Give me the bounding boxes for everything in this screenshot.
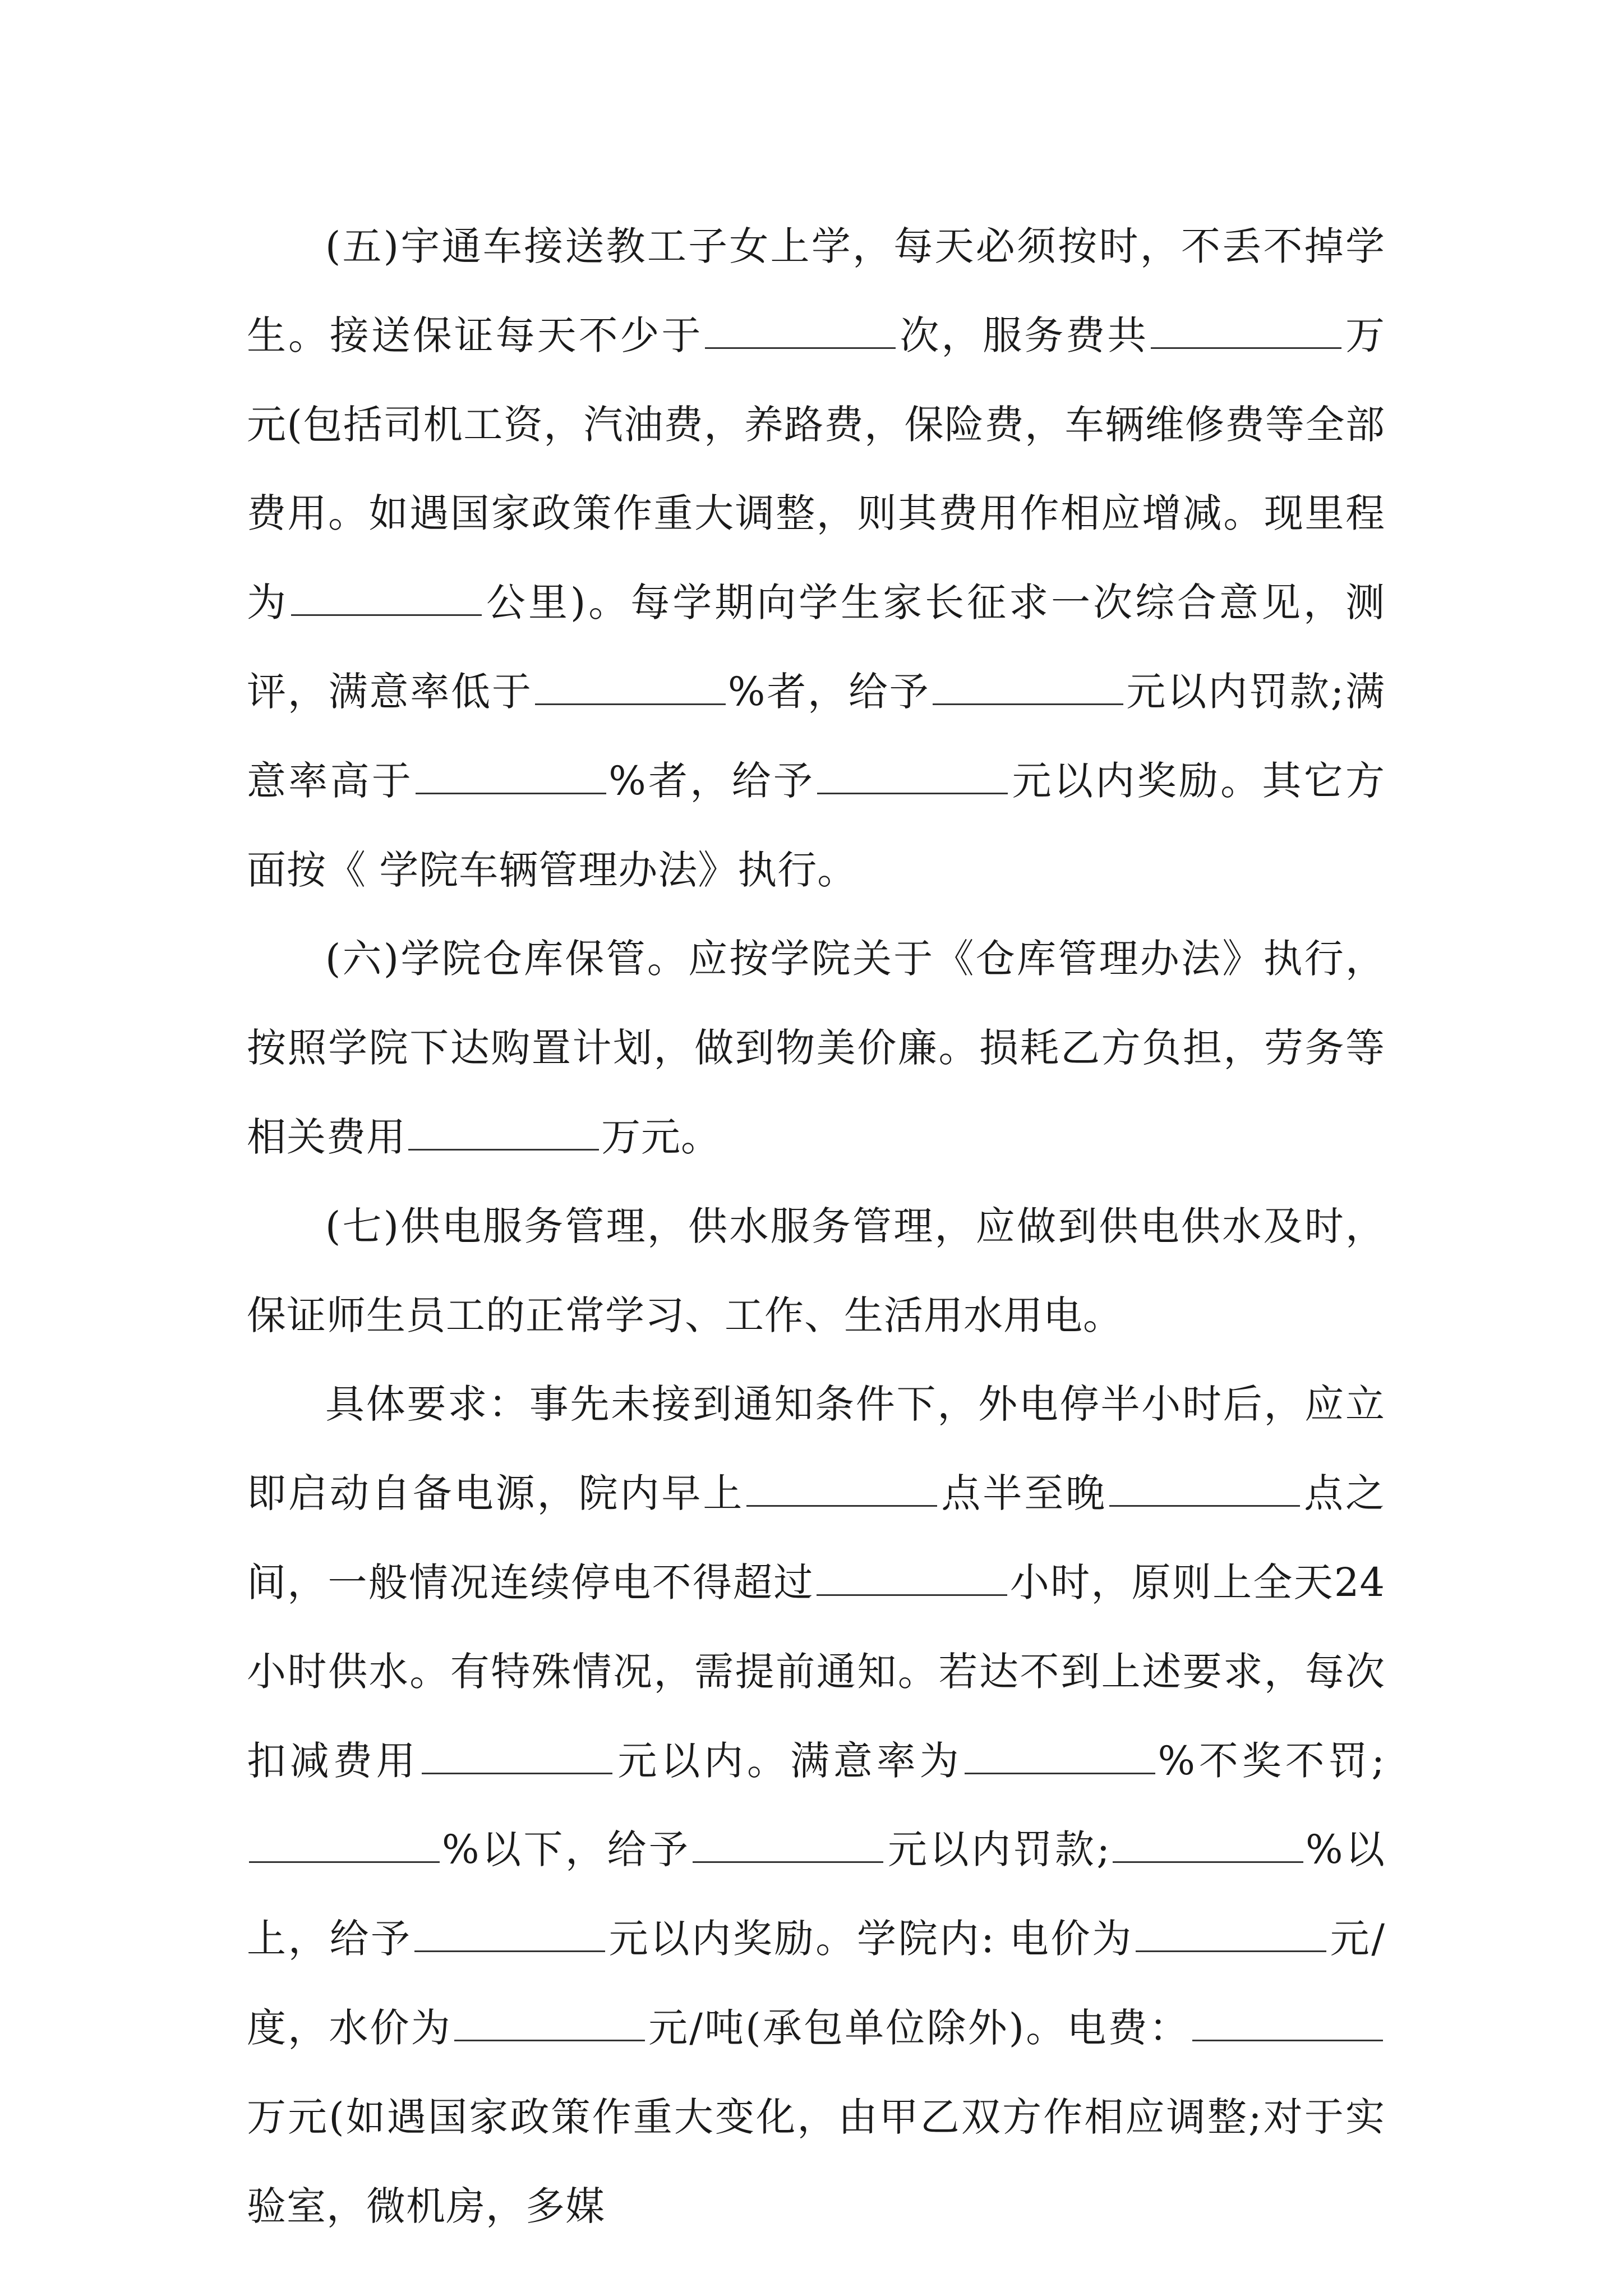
text-segment: 元以内罚款; xyxy=(886,1826,1110,1873)
text-segment: 具体要求：事先未接到通知条件下，外电停半小时后，应立即启动自备电源，院内早上 xyxy=(247,1381,1385,1517)
fill-blank xyxy=(817,755,1008,794)
text-segment: (七)供电服务管理，供水服务管理，应做到供电供水及时，保证师生员工的正常学习、工作、生活用水用电。 xyxy=(247,1203,1385,1338)
fill-blank xyxy=(422,1735,612,1774)
text-segment: 元以内奖励。学院内: 电价为 xyxy=(607,1916,1133,1962)
text-segment: 元以内罚款;满意率高于 xyxy=(247,668,1386,804)
document-page xyxy=(247,202,1385,2251)
fill-blank xyxy=(414,1913,605,1953)
fill-blank xyxy=(746,1468,937,1507)
fill-blank xyxy=(1109,1468,1300,1507)
fill-blank xyxy=(249,1824,440,1864)
text-segment: 万元(如遇国家政策作重大变化，由甲乙双方作相应调整;对于实验室，微机房，多媒 xyxy=(247,2093,1385,2229)
text-segment: 元/吨(承包单位除外)。电费： xyxy=(647,2004,1191,2051)
text-segment: 点之间，一般情况连续停电不得超过 xyxy=(247,1470,1386,1605)
fill-blank xyxy=(693,1824,883,1864)
text-segment: %不奖不罚; xyxy=(1158,1737,1385,1784)
text-segment: 元以内奖励。其它方面按《 学院车辆管理办法》执行。 xyxy=(247,757,1386,893)
fill-blank xyxy=(1136,1913,1326,1953)
text-segment: 万元。 xyxy=(601,1114,721,1160)
fill-blank xyxy=(817,1557,1007,1596)
text-segment: 元以内。满意率为 xyxy=(614,1737,963,1784)
text-segment: 公里)。每学期向学生家长征求一次综合意见，测评，满意率低于 xyxy=(247,579,1386,715)
fill-blank xyxy=(408,1111,599,1151)
text-segment: %者，给予 xyxy=(608,757,815,804)
fill-blank xyxy=(1192,2002,1383,2041)
text-segment: 点半至晚 xyxy=(939,1470,1108,1517)
fill-blank xyxy=(705,310,896,349)
paragraph-warehouse xyxy=(247,914,1385,1181)
fill-blank xyxy=(1151,310,1341,349)
text-segment: 小时，原则上全天24小时供水。有特殊情况，需提前通知。若达不到上述要求，每次扣减费用 xyxy=(247,1559,1385,1784)
paragraph-requirements xyxy=(247,1360,1385,2251)
text-segment: 次，服务费共 xyxy=(898,312,1149,358)
fill-blank xyxy=(965,1735,1155,1774)
paragraph-power-water xyxy=(247,1182,1385,1360)
fill-blank xyxy=(933,666,1123,705)
text-segment: (六)学院仓库保管。应按学院关于《仓库管理办法》执行，按照学院下达购置计划，做到物美价廉。损耗乙方负担，劳务等相关费用 xyxy=(247,936,1385,1160)
text-segment: (五)宇通车接送教工子女上学，每天必须按时，不丢不掉学生。接送保证每天不少于 xyxy=(247,223,1385,358)
fill-blank xyxy=(291,577,482,616)
text-segment: 万元(包括司机工资，汽油费，养路费，保险费，车辆维修费等全部费用。如遇国家政策作重大调整，则其费用作相应增减。现里程为 xyxy=(247,312,1386,626)
fill-blank xyxy=(1113,1824,1303,1864)
text-segment: %以上，给予 xyxy=(247,1826,1386,1962)
fill-blank xyxy=(535,666,726,705)
text-segment: %者，给予 xyxy=(727,668,930,715)
fill-blank xyxy=(454,2002,645,2041)
text-segment: %以下，给予 xyxy=(442,1826,691,1873)
paragraph-vehicle-service xyxy=(247,202,1385,914)
fill-blank xyxy=(416,755,606,794)
text-segment: 元/度，水价为 xyxy=(247,1916,1385,2051)
